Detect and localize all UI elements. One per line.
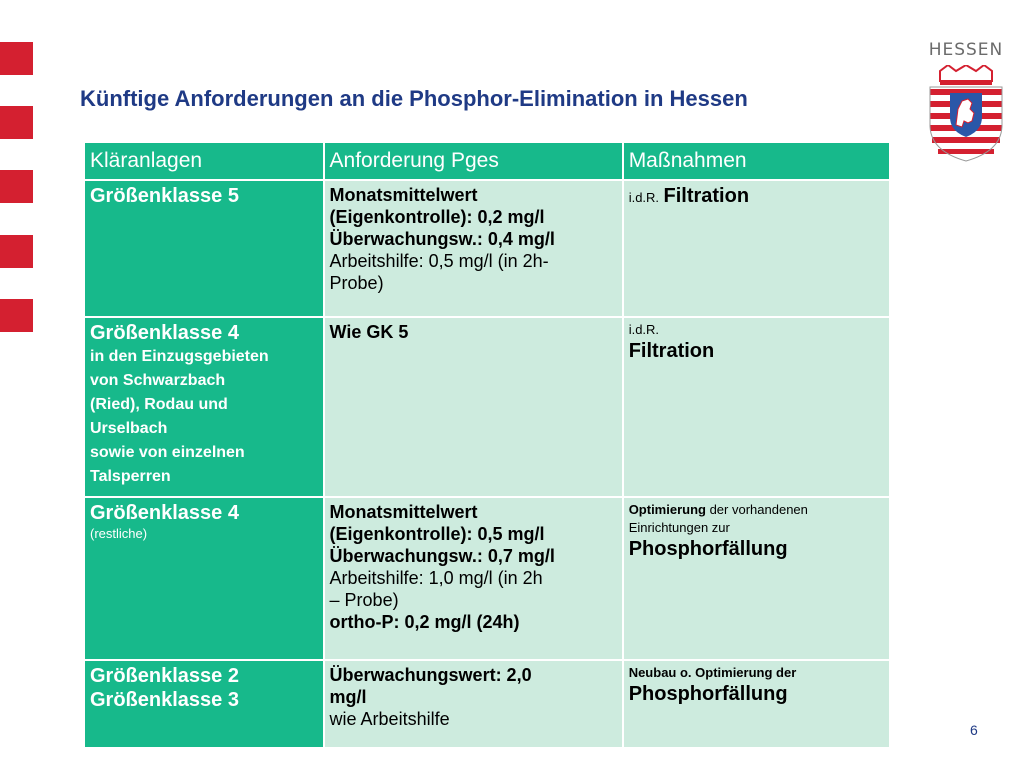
size-class-cell [84, 497, 324, 660]
measure-prefix-bold: Optimierung [628, 502, 706, 517]
measure-prefix: der vorhandenen Einrichtungen zur [628, 502, 808, 535]
header-massnahmen: Maßnahmen [623, 142, 890, 180]
requirements-table [83, 141, 891, 749]
size-class-label: Größenklasse 3 [90, 689, 239, 711]
requirement-line: Probe) [329, 273, 384, 293]
requirement-line: (Eigenkontrolle): 0,2 mg/l [329, 207, 545, 227]
size-class-note: sowie von einzelnen [90, 444, 245, 461]
requirement-cell [324, 317, 623, 497]
measure-main: Filtration [663, 185, 750, 207]
measure-prefix: i.d.R. [628, 190, 660, 205]
measure-main: Phosphorfällung [628, 683, 788, 705]
size-class-note: Urselbach [90, 420, 168, 437]
measure-cell [623, 180, 890, 317]
size-class-note: (Ried), Rodau und [90, 396, 228, 413]
page-number: 6 [970, 722, 978, 738]
requirement-line: Überwachungsw.: 0,4 mg/l [329, 229, 555, 249]
red-bar [0, 299, 33, 332]
red-bar [0, 170, 33, 203]
requirement-line: Überwachungswert: 2,0 [329, 665, 532, 685]
requirement-line: Arbeitshilfe: 0,5 mg/l (in 2h- [329, 251, 549, 271]
measure-main: Filtration [628, 340, 715, 362]
requirement-cell [324, 660, 623, 748]
requirement-line: Monatsmittelwert [329, 502, 478, 522]
table-header-row [84, 142, 890, 180]
requirement-cell [324, 180, 623, 317]
size-class-note: in den Einzugsgebieten [90, 348, 269, 365]
requirement-line: (Eigenkontrolle): 0,5 mg/l [329, 524, 545, 544]
requirement-cell [324, 497, 623, 660]
red-bar [0, 106, 33, 139]
red-bar [0, 42, 33, 75]
table-row [84, 660, 890, 748]
size-class-label: Größenklasse 4 [90, 502, 239, 524]
size-class-note: (restliche) [90, 526, 148, 541]
requirement-line: ortho-P: 0,2 mg/l (24h) [329, 612, 520, 632]
size-class-label: Größenklasse 2 [90, 665, 239, 687]
requirement-line: Monatsmittelwert [329, 185, 478, 205]
measure-cell [623, 497, 890, 660]
measure-prefix: i.d.R. [628, 322, 660, 337]
size-class-note: Talsperren [90, 468, 171, 485]
requirement-line: Überwachungsw.: 0,7 mg/l [329, 546, 555, 566]
header-klaeranlagen: Kläranlagen [84, 142, 324, 180]
measure-cell [623, 317, 890, 497]
requirement-line: – Probe) [329, 590, 399, 610]
size-class-label: Größenklasse 5 [90, 185, 239, 207]
measure-cell [623, 660, 890, 748]
requirement-line: Arbeitshilfe: 1,0 mg/l (in 2h [329, 568, 543, 588]
size-class-cell [84, 317, 324, 497]
page-title: Künftige Anforderungen an die Phosphor-Elimination in Hessen [80, 86, 748, 111]
logo-text: HESSEN [928, 40, 1004, 60]
hessen-logo [926, 40, 1006, 168]
table-row [84, 317, 890, 497]
size-class-label: Größenklasse 4 [90, 322, 239, 344]
requirement-line: Wie GK 5 [329, 322, 409, 342]
measure-main: Phosphorfällung [628, 538, 788, 560]
table-row [84, 180, 890, 317]
table-row [84, 497, 890, 660]
requirement-line: wie Arbeitshilfe [329, 709, 450, 729]
size-class-note: von Schwarzbach [90, 372, 226, 389]
measure-prefix: Neubau o. Optimierung der [628, 665, 797, 680]
header-anforderung: Anforderung Pges [324, 142, 623, 180]
size-class-cell [84, 660, 324, 748]
red-bar [0, 235, 33, 268]
hessen-coat-of-arms-icon [926, 65, 1006, 163]
size-class-cell [84, 180, 324, 317]
requirement-line: mg/l [329, 687, 367, 707]
